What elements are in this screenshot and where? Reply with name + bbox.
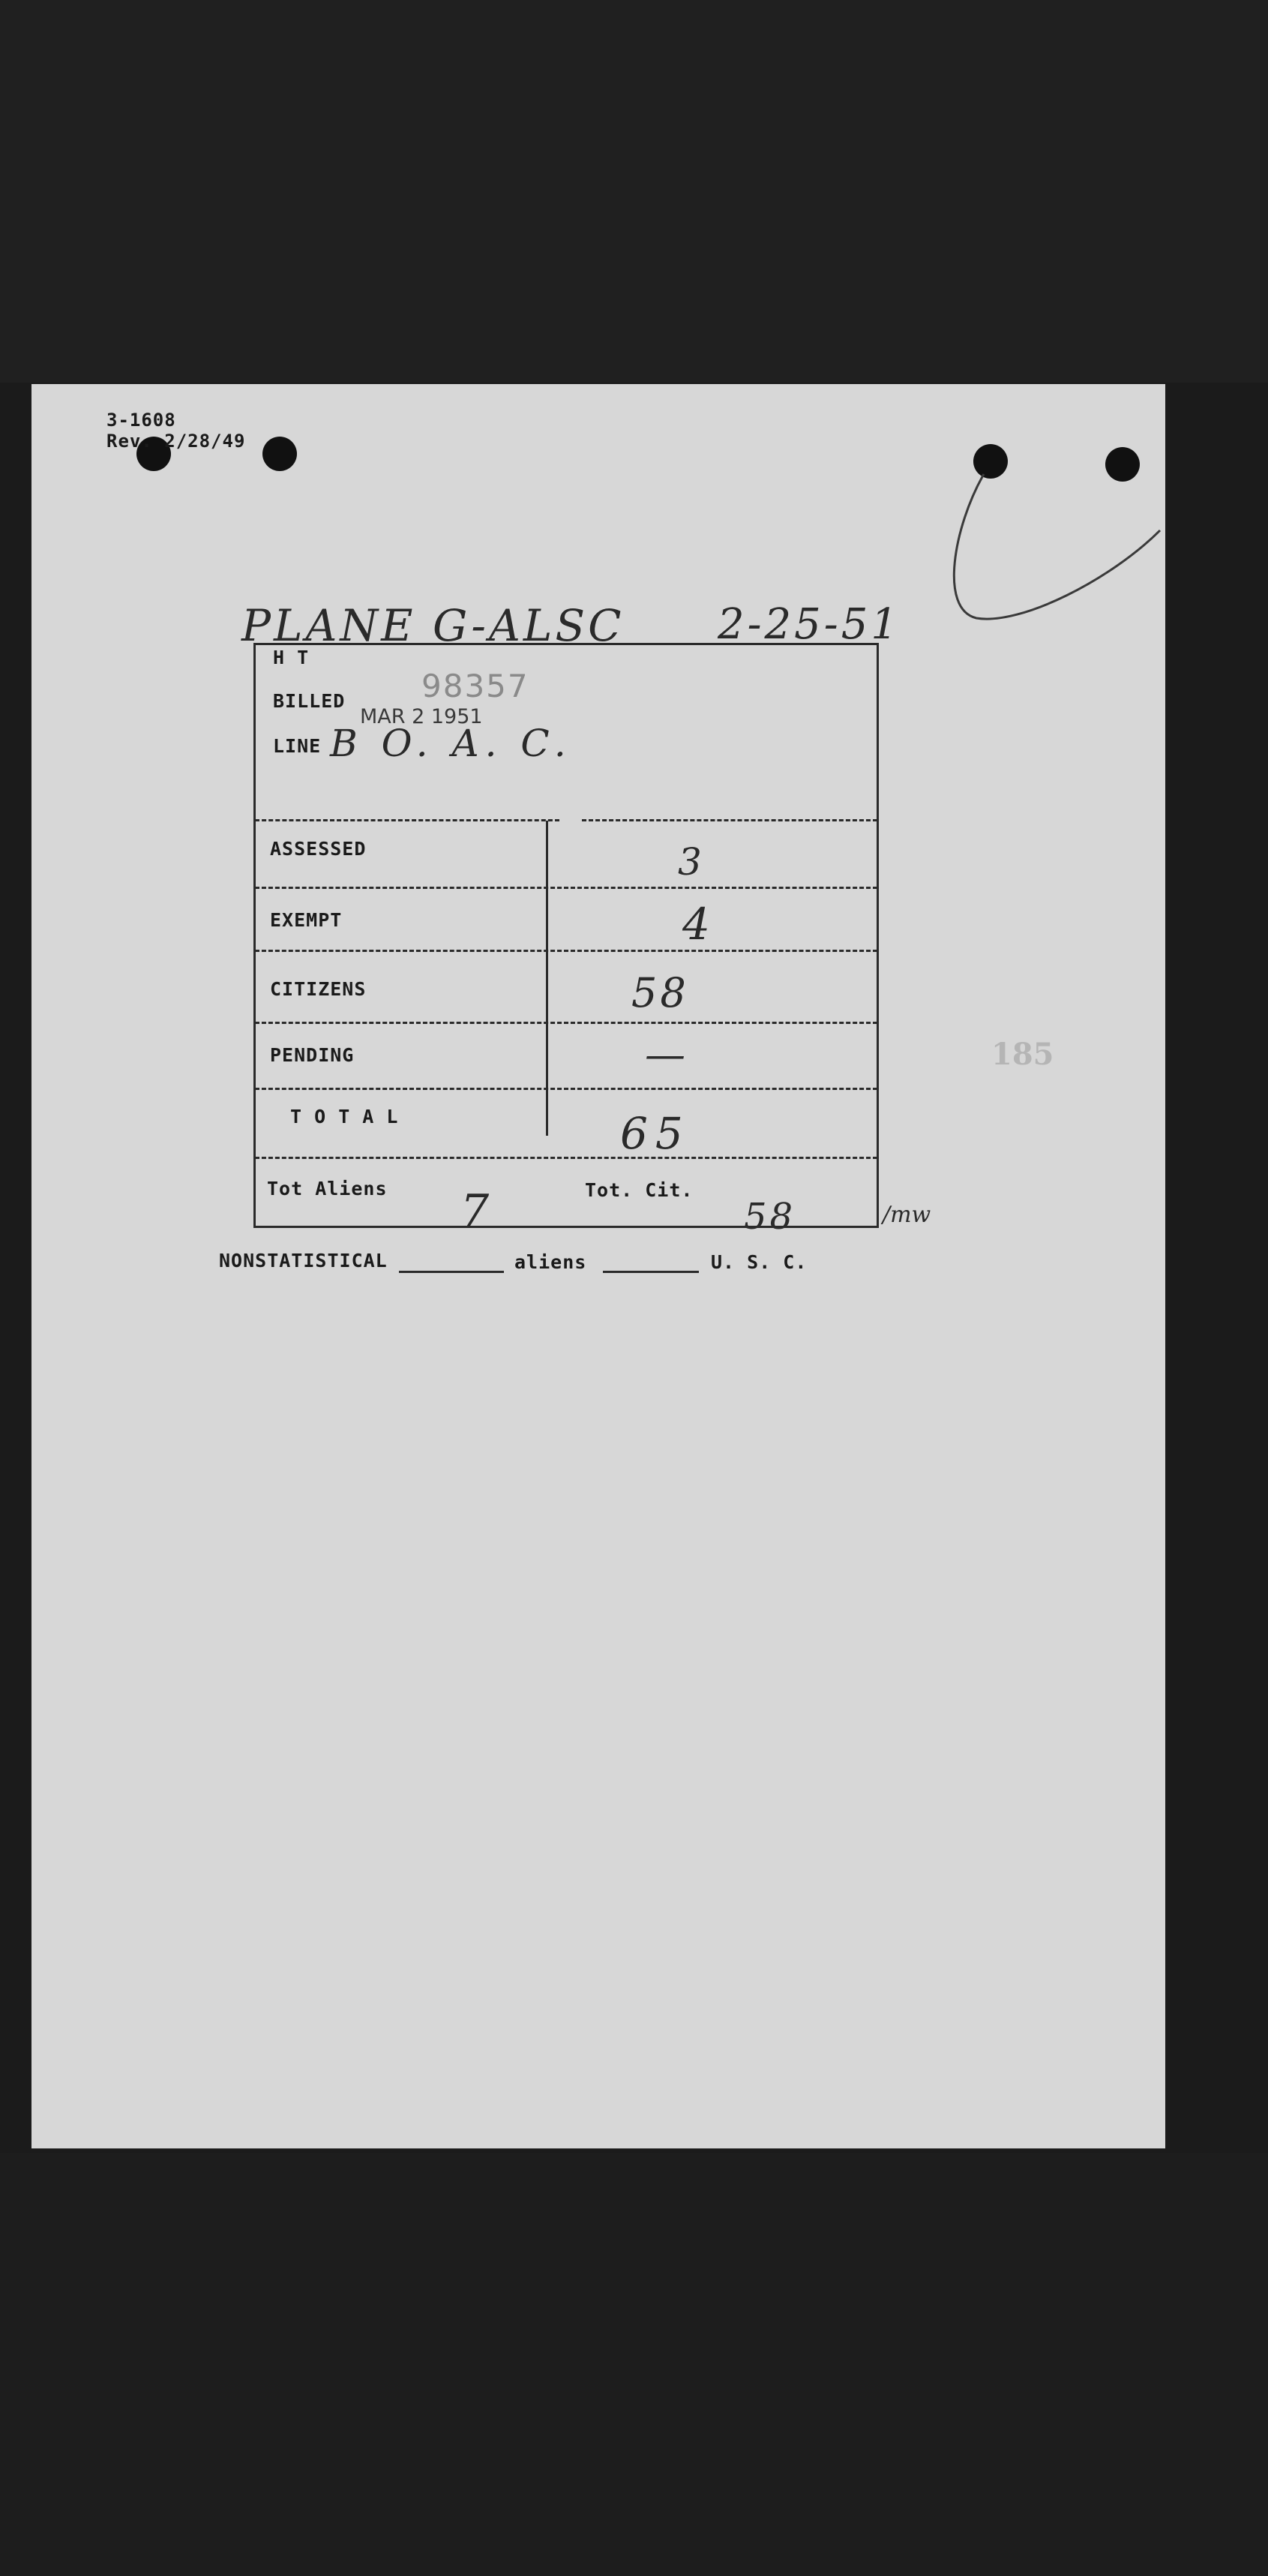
check-mark-stroke [931, 459, 1165, 647]
row-value-assessed: 3 [678, 840, 702, 884]
total-label: T O T A L [290, 1106, 399, 1127]
row-value-exempt: 4 [682, 899, 710, 950]
row-value-citizens: 58 [631, 969, 689, 1016]
microfilm-border-bottom [0, 2153, 1268, 2576]
billed-label: BILLED [273, 690, 346, 712]
tot-cit-value: 58 [744, 1196, 796, 1238]
plane-id-handwritten: PLANE G-ALSC [241, 600, 625, 651]
form-number: 3-1608 [106, 410, 176, 431]
aliens-blank [603, 1271, 699, 1273]
page-number: 185 [991, 1037, 1054, 1072]
tot-aliens-label: Tot Aliens [267, 1178, 388, 1199]
clerk-initials: /mw [883, 1202, 931, 1228]
tot-aliens-value: 7 [460, 1185, 490, 1238]
row-rule [255, 887, 877, 889]
nonstatistical-label: NONSTATISTICAL [219, 1250, 388, 1271]
usc-label: U. S. C. [711, 1251, 808, 1273]
document-card [31, 384, 1165, 2148]
row-value-pending: — [645, 1031, 685, 1078]
row-label-citizens: CITIZENS [270, 978, 367, 1000]
line-carrier-handwritten: B O. A. C. [330, 722, 572, 765]
header-rule-left [255, 819, 559, 821]
microfilm-border-top [0, 0, 1268, 383]
form-revision: Rev. 2/28/49 [106, 431, 246, 452]
row-rule [255, 1022, 877, 1024]
row-label-exempt: EXEMPT [270, 909, 343, 931]
total-value: 65 [620, 1108, 691, 1159]
row-rule [255, 1157, 877, 1159]
tot-cit-label: Tot. Cit. [585, 1179, 694, 1201]
ht-label: H T [273, 647, 310, 668]
punch-hole [262, 437, 297, 471]
aliens-label: aliens [514, 1251, 587, 1273]
nonstatistical-blank [399, 1271, 504, 1273]
header-rule-right [582, 819, 877, 821]
row-label-pending: PENDING [270, 1044, 355, 1066]
row-rule [255, 950, 877, 952]
row-label-assessed: ASSESSED [270, 838, 367, 860]
billed-date-stamp: MAR 2 1951 [360, 705, 483, 728]
row-rule [255, 1088, 877, 1090]
date-handwritten: 2-25-51 [718, 600, 901, 649]
line-label: LINE [273, 735, 322, 757]
ht-number-stamp: 98357 [421, 668, 529, 704]
